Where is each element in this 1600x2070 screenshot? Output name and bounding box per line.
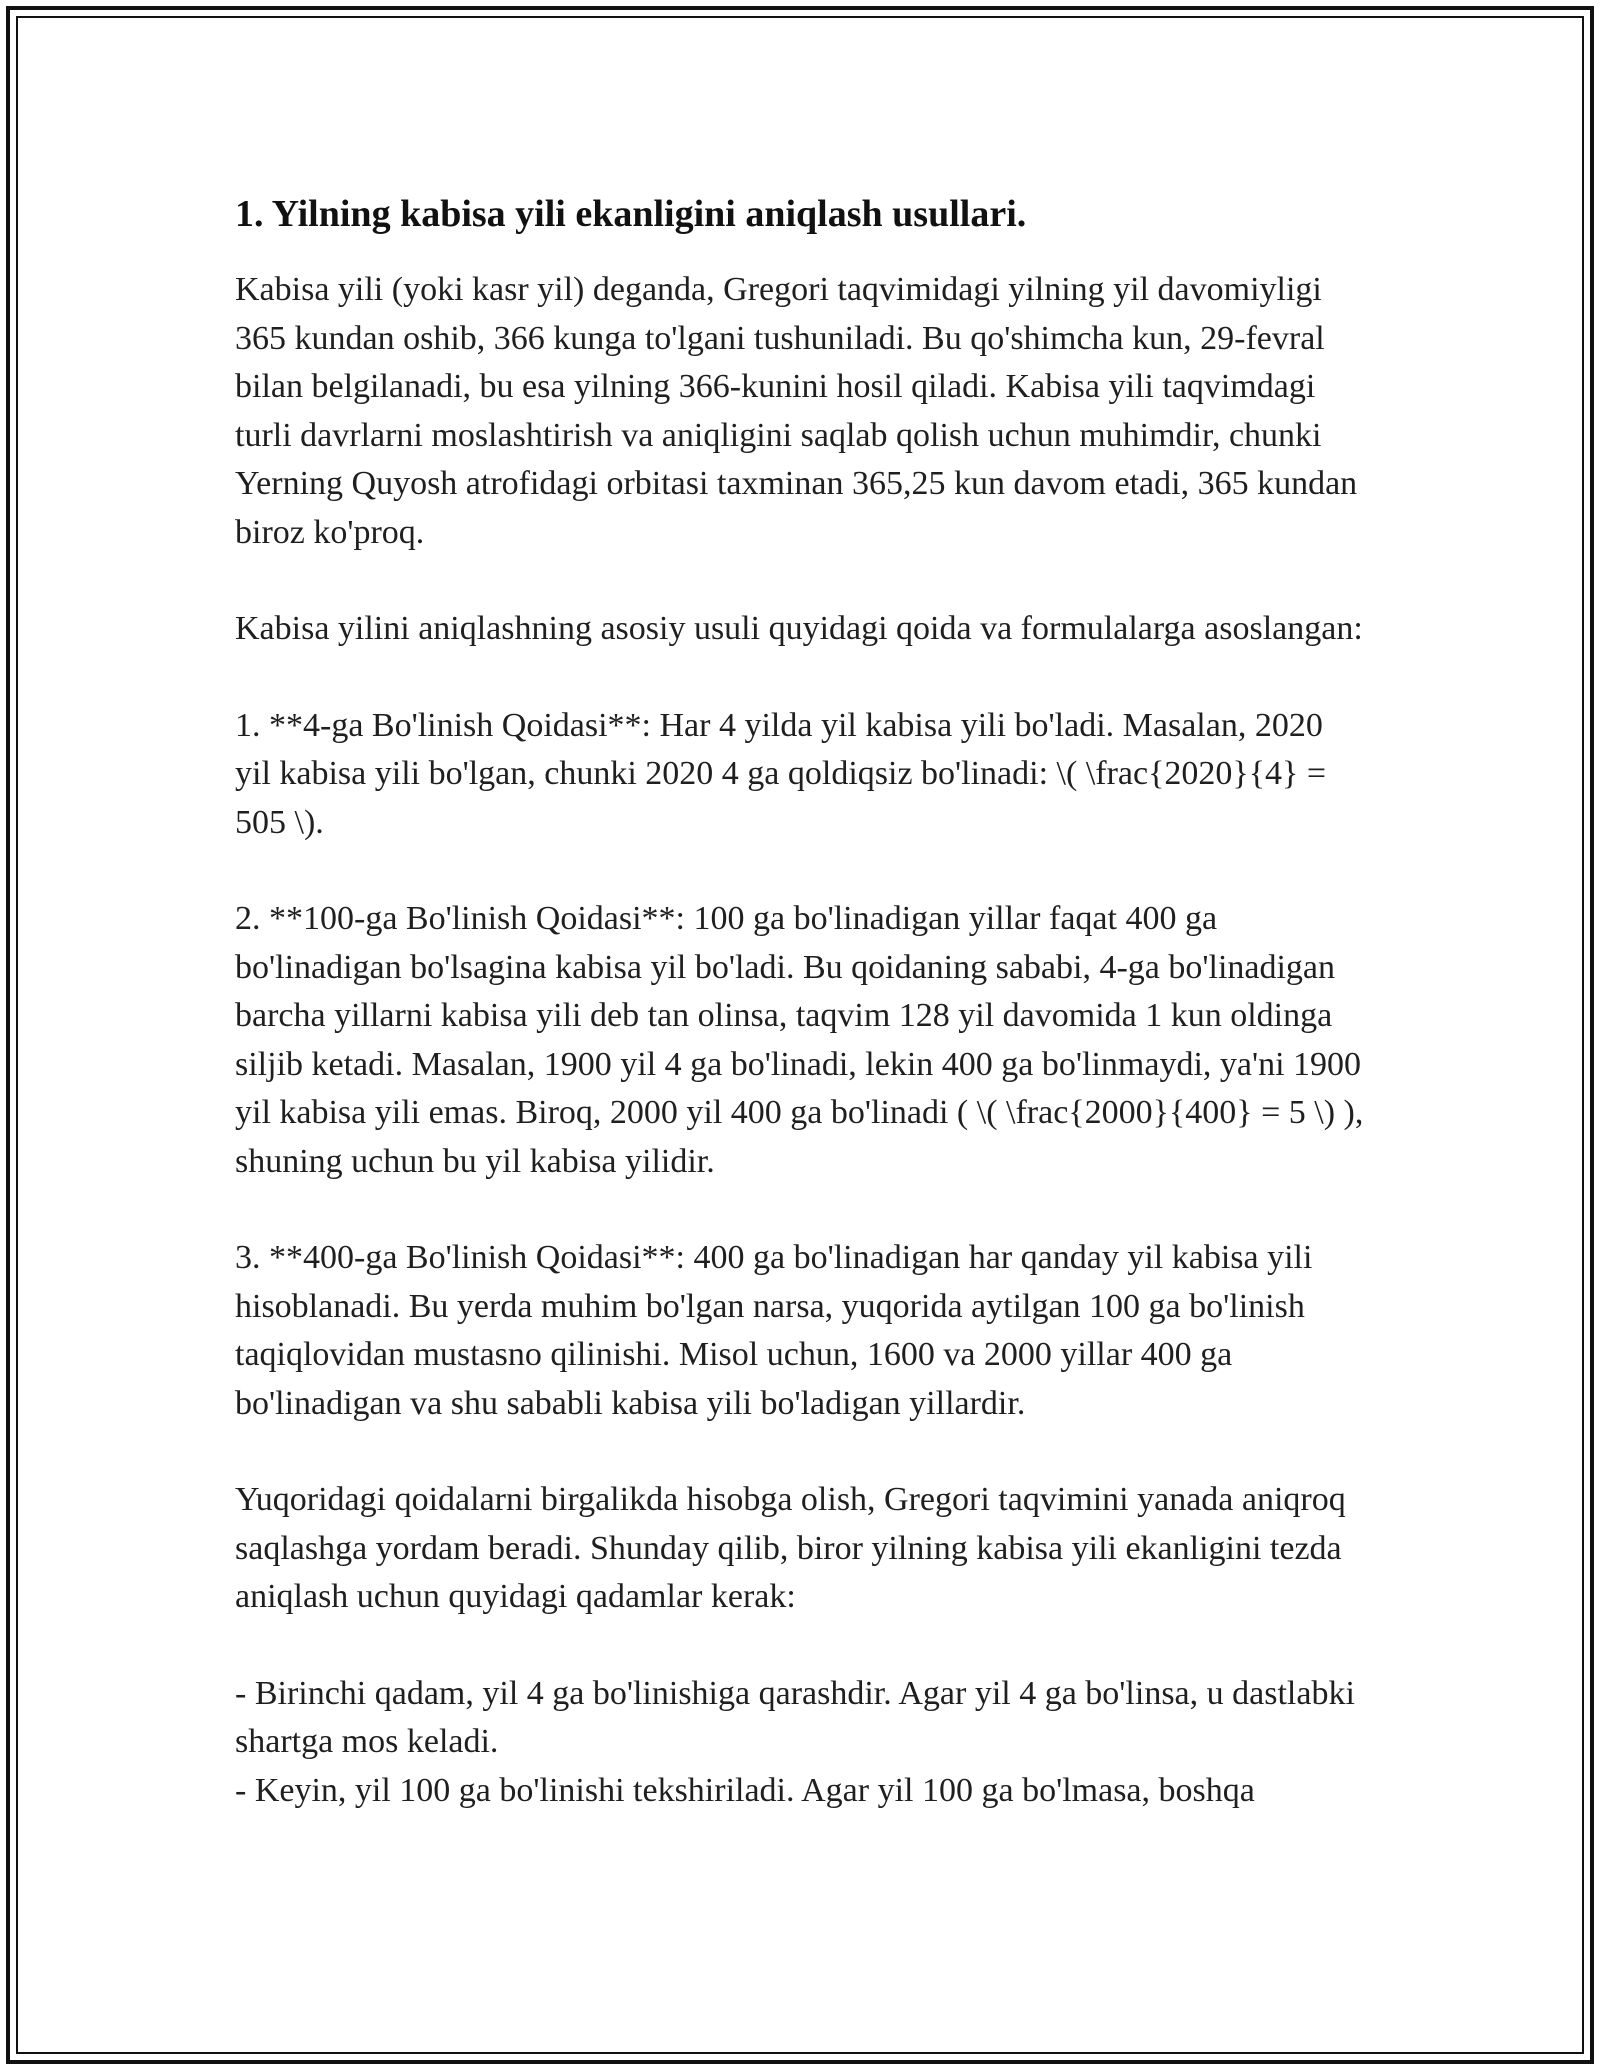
step-item-1: - Birinchi qadam, yil 4 ga bo'linishiga qarashdir. Agar yil 4 ga bo'linsa, u dastlabki shartga mos keladi. <box>235 1674 1355 1760</box>
paragraph-summary: Yuqoridagi qoidalarni birgalikda hisobga olish, Gregori taqvimini yanada aniqroq saqlashga yordam beradi. Shunday qilib, biror yilning kabisa yili ekanligini tezda aniqlash uchun quyidagi qadamlar kerak: <box>235 1481 1346 1615</box>
document-page <box>235 188 1365 1815</box>
paragraph-rule-100: 2. **100-ga Bo'linish Qoidasi**: 100 ga bo'linadigan yillar faqat 400 ga bo'linadigan bo'lsagina kabisa yil bo'ladi. Bu qoidaning sababi, 4-ga bo'linadigan barcha yillarni kabisa yili deb tan olinsa, taqvim 128 yil davomida 1 kun oldinga siljib ketadi. Masalan, 1900 yil 4 ga bo'linadi, lekin 400 ga bo'linmaydi, ya'ni 1900 yil kabisa yili emas. Biroq, 2000 yil 400 ga bo'linadi ( \( \frac{2000}{400} = 5 \) ), shuning uchun bu yil kabisa yilidir. <box>235 900 1364 1180</box>
step-item-2: - Keyin, yil 100 ga bo'linishi tekshiriladi. Agar yil 100 ga bo'lmasa, boshqa <box>235 1771 1255 1809</box>
section-heading: 1. Yilning kabisa yili ekanligini aniqlash usullari. <box>235 193 1027 235</box>
paragraph-definition: Kabisa yili (yoki kasr yil) deganda, Gregori taqvimidagi yilning yil davomiyligi 365 kundan oshib, 366 kunga to'lgani tushuniladi. Bu qo'shimcha kun, 29-fevral bilan belgilanadi, bu esa yilning 366-kunini hosil qiladi. Kabisa yili taqvimdagi turli davrlarni moslashtirish va aniqligini saqlab qolish uchun muhimdir, chunki Yerning Quyosh atrofidagi orbitasi taxminan 365,25 kun davom etadi, 365 kundan biroz ko'proq. <box>235 271 1358 551</box>
paragraph-rule-400: 3. **400-ga Bo'linish Qoidasi**: 400 ga bo'linadigan har qanday yil kabisa yili hisoblanadi. Bu yerda muhim bo'lgan narsa, yuqorida aytilgan 100 ga bo'linish taqiqlovidan mustasno qilinishi. Misol uchun, 1600 va 2000 yillar 400 ga bo'linadigan va shu sababli kabisa yili bo'ladigan yillardir. <box>235 1239 1313 1422</box>
paragraph-rule-4: 1. **4-ga Bo'linish Qoidasi**: Har 4 yilda yil kabisa yili bo'ladi. Masalan, 2020 yil kabisa yili bo'lgan, chunki 2020 4 ga qoldiqsiz bo'linadi: \( \frac{2020}{4} = 505 \). <box>235 706 1327 841</box>
paragraph-method-intro: Kabisa yilini aniqlashning asosiy usuli quyidagi qoida va formulalarga asoslangan: <box>235 610 1363 647</box>
